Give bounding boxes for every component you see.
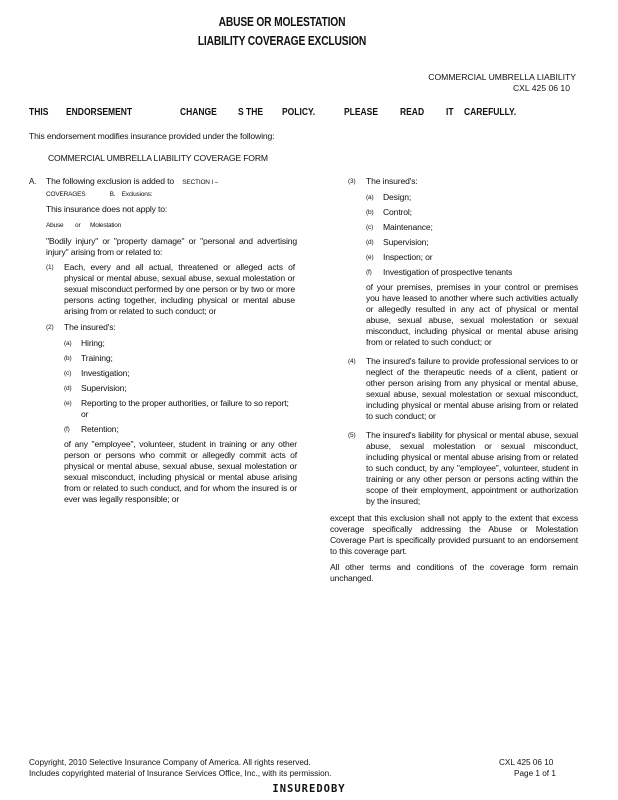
item-5-number: (5) [348,432,356,439]
b-ref: B. [109,191,116,198]
item-4-number: (4) [348,358,356,365]
list-item [64,338,297,349]
item-3-number: (3) [348,178,356,185]
sub-letter: (d) [64,385,72,392]
notice-word: CAREFULLY. [464,107,517,118]
sub-text: Control; [383,207,412,217]
item-2-sublist [29,338,297,435]
list-item [64,424,297,435]
sub-letter: (f) [64,426,70,433]
item-3-text: The insured's: [366,176,418,186]
list-item [366,192,578,203]
sub-letter: (f) [366,269,372,276]
sub-text: Hiring; [81,338,105,348]
heading-or: or [75,222,81,229]
item-1-text: Each, every and all actual, threatened or alleged acts of physical or mental abuse, sexual abuse, sexual molestation or sexual misconduct performed by one person or by two or more persons acting together, including physical or mental abuse arising from or related to such conduct; or [64,262,295,316]
section-a [29,176,297,200]
sub-letter: (b) [366,209,374,216]
footer-left [29,757,331,779]
title-line-2: LIABILITY COVERAGE EXCLUSION [197,34,367,48]
heading-molestation: Molestation [90,222,122,229]
notice-word: S THE [238,107,264,118]
endorsement-notice [29,107,589,118]
coverages-ref: COVERAGES [46,191,86,198]
iso-notice: Includes copyrighted material of Insurance Services Office, Inc., with its permission. [29,769,332,778]
not-apply: This insurance does not apply to: [46,204,168,214]
item-5-text: The insured's liability for physical or mental abuse, sexual abuse, sexual molestation or sexual misconduct, including physical or mental abuse arising from or related to such conduct, by any "employee", volunteer, student in training or any other person or persons acting within the scope of their employment, appointment or authorization by the insured; [366,430,578,506]
section-a-text: The following exclusion is added to [46,176,175,186]
list-item [366,237,578,248]
exclusions-ref: Exclusions: [121,191,153,198]
item-3 [332,176,578,187]
sub-text: Investigation of prospective tenants [383,267,513,277]
item-5 [332,430,578,507]
sub-letter: (b) [64,355,72,362]
sub-letter: (a) [366,194,374,201]
sub-text: Reporting to the proper authorities, or failure to so report; or [81,398,289,419]
list-item [64,383,297,394]
header-form-number: CXL 425 06 10 [512,83,570,93]
sub-letter: (a) [64,340,72,347]
item-2-number: (2) [46,324,54,331]
section-a-letter: A. [29,177,37,186]
left-column [29,176,297,505]
item-4-text: The insured's failure to provide professional services to or neglect of the therapeutic needs of a client, patient or other person arising from any physical or mental abuse, sexual abuse, sexual molestation or sexual misconduct, including physical or mental abuse arising from or related to such conduct; or [366,356,578,421]
header-form-name: COMMERCIAL UMBRELLA LIABILITY [428,72,576,82]
item-2-text: The insured's: [64,322,116,332]
all-other-terms: All other terms and conditions of the coverage form remain unchanged. [330,562,578,583]
list-item [64,398,297,420]
notice-word: READ [400,107,425,118]
page-indicator: Page 1 of 1 [514,769,556,778]
exclusion-heading [29,220,297,231]
sub-text: Supervision; [81,383,127,393]
item-2 [29,322,297,333]
sub-text: Design; [383,192,412,202]
sub-letter: (e) [366,254,374,261]
footer-form-number: CXL 425 06 10 [499,758,554,767]
notice-word: PLEASE [344,107,379,118]
sub-text: Maintenance; [383,222,433,232]
list-item [64,368,297,379]
section-ref: SECTION I – [182,179,219,186]
sub-text: Investigation; [81,368,130,378]
sub-letter: (c) [366,224,374,231]
sub-text: Supervision; [383,237,429,247]
copyright: Copyright, 2010 Selective Insurance Company of America. All rights reserved. [29,758,311,767]
brand-watermark: INSUREDOBY [272,783,346,795]
right-column [332,176,578,584]
notice-word: IT [446,107,454,118]
sub-letter: (c) [64,370,72,377]
list-item [64,353,297,364]
list-item [366,252,578,263]
item-4 [332,356,578,422]
sub-letter: (e) [64,400,72,407]
notice-word: POLICY. [282,107,316,118]
sub-letter: (d) [366,239,374,246]
sub-text: Retention; [81,424,119,434]
notice-word: THIS [29,107,49,118]
sub-text: Inspection; or [383,252,433,262]
list-item [366,267,578,278]
sub-text: Training; [81,353,113,363]
item-3-sublist [332,192,578,278]
list-item [366,222,578,233]
notice-word: ENDORSEMENT [66,107,133,118]
footer-right [499,757,556,779]
item-2-tail: of any "employee", volunteer, student in training or any other person or persons who commit or allegedly commit acts of physical or mental abuse, sexual abuse, sexual molestation or sexual misconduct, including physical or mental abuse arising from or related to such conduct, and for whom the insured is or ever was legally responsible; or [64,439,297,504]
item-1-number: (1) [46,264,54,271]
item-3-tail: of your premises, premises in your control or premises you have leased to another where such activities actually or allegedly resulted in any act of physical or mental abuse, sexual abuse, sexual molestation or sexual misconduct, including physical or mental abuse arising from or related to such conduct; or [366,282,578,347]
bodily-injury-clause: "Bodily injury" or "property damage" or "personal and advertising injury" arising from or related to: [46,236,297,257]
item-1 [29,262,297,317]
list-item [366,207,578,218]
title-line-1: ABUSE OR MOLESTATION [218,15,346,29]
modifies-statement: This endorsement modifies insurance provided under the following: [29,131,275,141]
heading-abuse: Abuse [46,222,64,229]
except-clause: except that this exclusion shall not apply to the extent that excess coverage specifically addressing the Abuse or Molestation Coverage Part is specifically provided pursuant to an endorsement to this coverage part. [330,513,578,556]
coverage-form-name: COMMERCIAL UMBRELLA LIABILITY COVERAGE FORM [48,153,268,163]
notice-word: CHANGE [180,107,217,118]
